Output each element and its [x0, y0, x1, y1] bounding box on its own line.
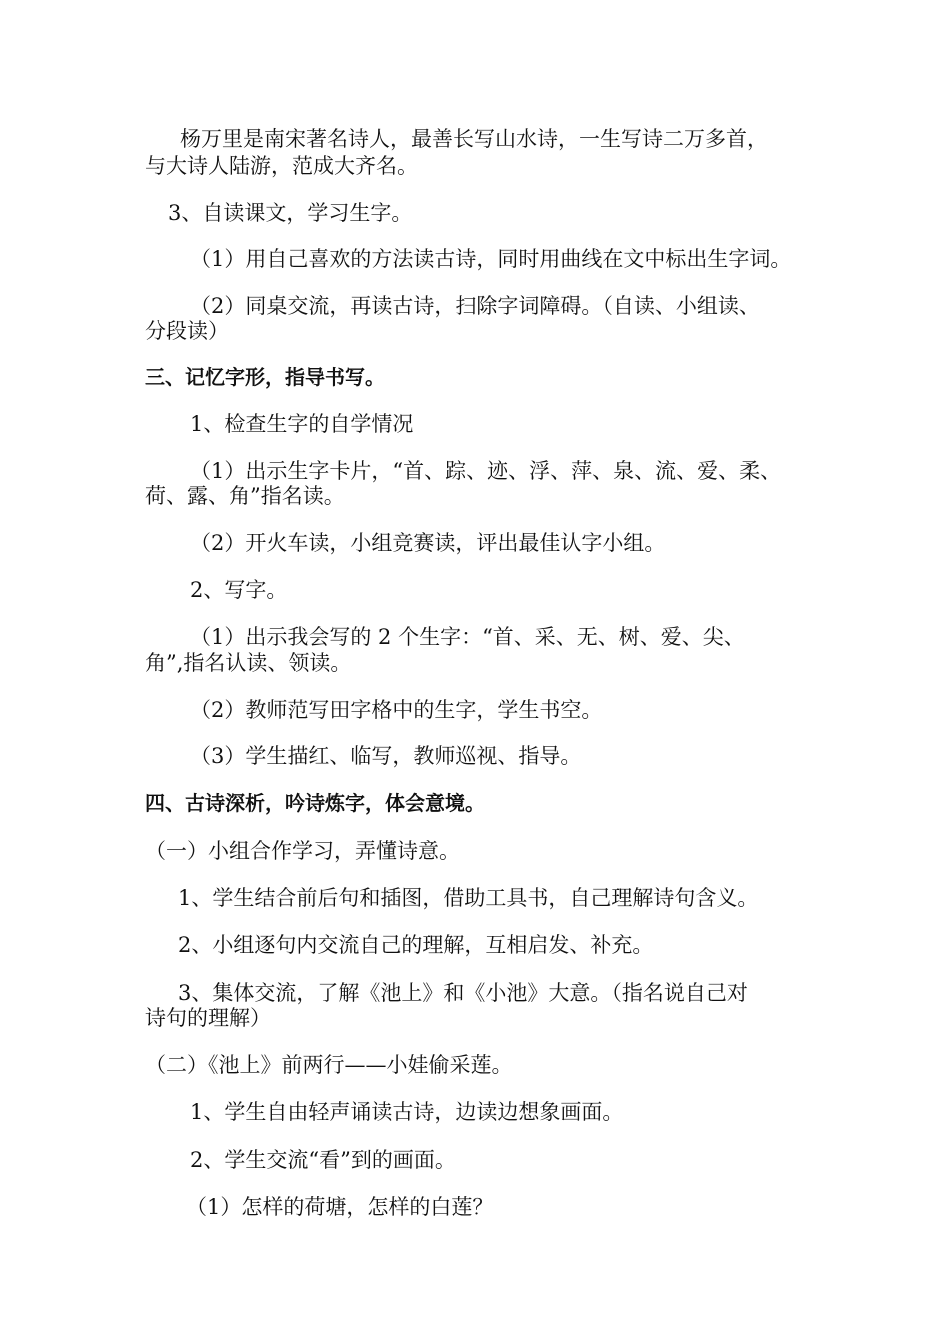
- paragraph-line: （2）同桌交流，再读古诗，扫除字词障碍。（自读、小组读、: [190, 294, 760, 318]
- paragraph-line: （1）出示生字卡片，“首、踪、迹、浮、萍、泉、流、爱、柔、: [190, 459, 782, 483]
- paragraph-line: 与大诗人陆游，范成大齐名。: [145, 154, 418, 178]
- paragraph-line: 荷、露、角”指名读。: [145, 484, 345, 508]
- paragraph-line: 1、检查生字的自学情况: [190, 412, 414, 436]
- paragraph-line: 2、学生交流“看”到的画面。: [190, 1148, 456, 1172]
- section-heading: 四、古诗深析，吟诗炼字，体会意境。: [145, 791, 485, 815]
- paragraph-line: 2、小组逐句内交流自己的理解，互相启发、补充。: [178, 933, 654, 957]
- section-heading: 三、记忆字形，指导书写。: [145, 365, 385, 389]
- paragraph-line: 3、自读课文，学习生字。: [168, 201, 413, 225]
- paragraph-line: 1、学生自由轻声诵读古诗，边读边想象画面。: [190, 1100, 624, 1124]
- paragraph-line: （3）学生描红、临写，教师巡视、指导。: [190, 744, 582, 768]
- paragraph-line: （1）用自己喜欢的方法读古诗，同时用曲线在文中标出生字词。: [190, 247, 792, 271]
- paragraph-line: 杨万里是南宋著名诗人，最善长写山水诗，一生写诗二万多首，: [180, 127, 768, 151]
- paragraph-line: 角”,指名认读、领读。: [145, 651, 352, 675]
- paragraph-line: （一）小组合作学习，弄懂诗意。: [145, 839, 460, 863]
- paragraph-line: （1）出示我会写的 2 个生字：“首、采、无、树、爱、尖、: [190, 625, 745, 649]
- paragraph-line: （1）怎样的荷塘，怎样的白莲？: [186, 1195, 494, 1219]
- paragraph-line: 分段读）: [145, 319, 229, 343]
- paragraph-line: 诗句的理解）: [145, 1006, 271, 1030]
- paragraph-line: （2）教师范写田字格中的生字，学生书空。: [190, 698, 603, 722]
- paragraph-line: （2）开火车读，小组竞赛读，评出最佳认字小组。: [190, 531, 666, 555]
- paragraph-line: （二）《池上》前两行——小娃偷采莲。: [145, 1053, 513, 1077]
- paragraph-line: 2、写字。: [190, 578, 288, 602]
- paragraph-line: 1、学生结合前后句和插图，借助工具书，自己理解诗句含义。: [178, 886, 759, 910]
- paragraph-line: 3、集体交流，了解《池上》和《小池》大意。（指名说自己对: [178, 981, 748, 1005]
